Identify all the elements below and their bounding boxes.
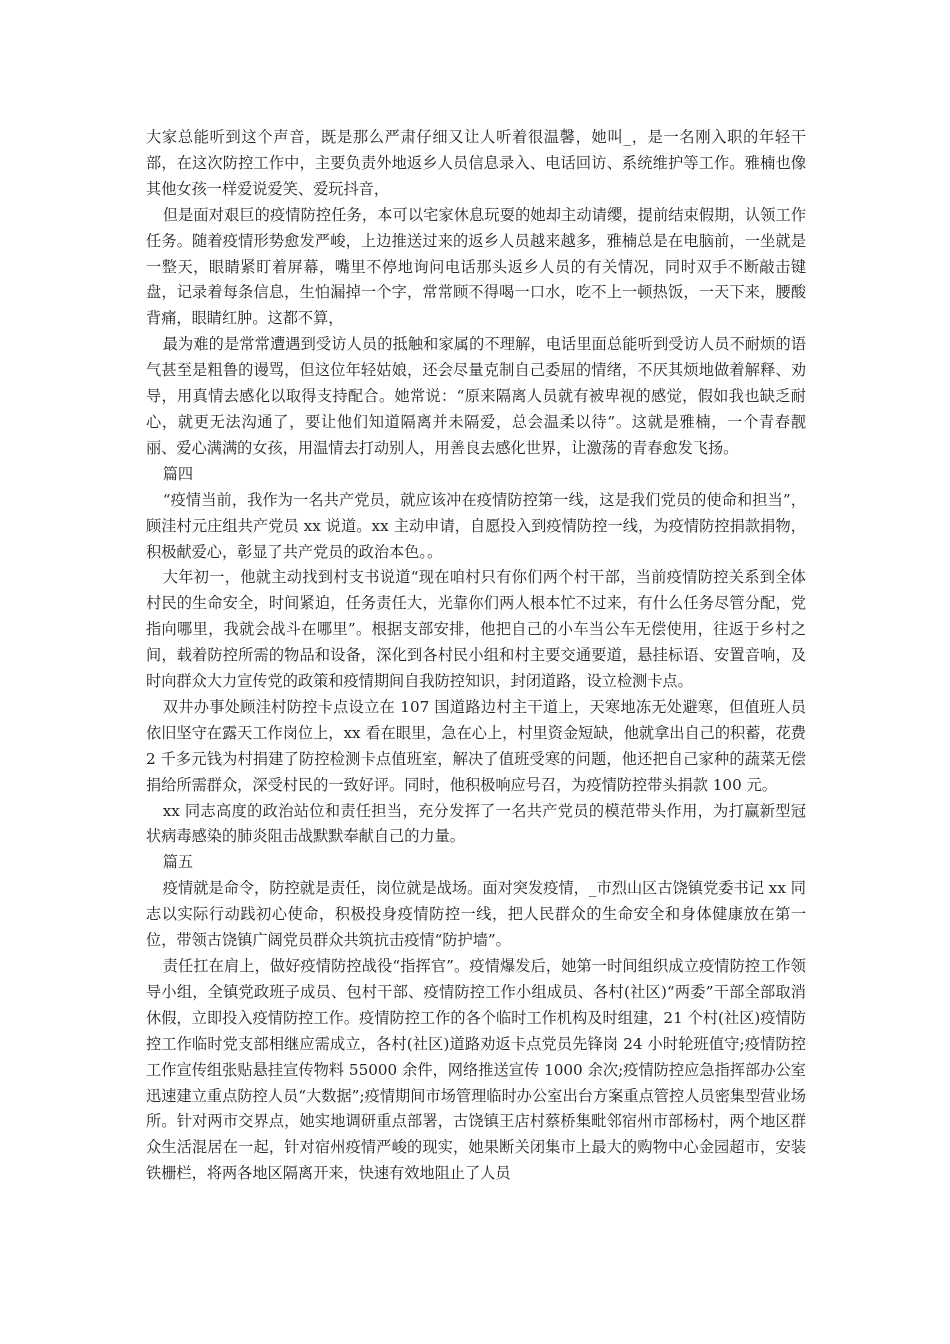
paragraph-6: 双井办事处顾洼村防控卡点设立在 107 国道路边村主干道上，天寒地冻无处避寒，但值班人员依旧坚守在露天工作岗位上，xx 看在眼里，急在心上，村里资金短缺，他就拿出自己的积蓄，花费 2 千多元钱为村捐建了防控检测卡点值班室，解决了值班受寒的问题，他还把自己家种的蔬菜无偿捐给所需群众，深受村民的一致好评。同时，他积极响应号召，为疫情防控带头捐款 100 元。 (146, 697, 806, 794)
paragraph-4: “疫情当前，我作为一名共产党员，就应该冲在疫情防控第一线，这是我们党员的使命和担当”，顾洼村元庄组共产党员 xx 说道。xx 主动申请，自愿投入到疫情防控一线，为疫情防控捐款捐物，积极献爱心，彰显了共产党员的政治本色。。 (146, 490, 806, 561)
paragraph-7: xx 同志高度的政治站位和责任担当，充分发挥了一名共产党员的模范带头作用，为打赢新型冠状病毒感染的肺炎阻击战默默奉献自己的力量。 (146, 801, 806, 846)
section-heading-4: 篇四 (162, 464, 194, 483)
section-heading-5: 篇五 (162, 853, 194, 872)
paragraph-5: 大年初一，他就主动找到村支书说道“现在咱村只有你们两个村干部，当前疫情防控关系到全体村民的生命安全，时间紧迫，任务责任大，光靠你们两人根本忙不过来，有什么任务尽管分配，党指向哪里，我就会战斗在哪里”。根据支部安排，他把自己的小车当公车无偿使用，往返于乡村之间，载着防控所需的物品和设备，深化到各村民小组和村主要交通要道，悬挂标语、安置音响，及时向群众大力宣传党的政策和疫情期间自我防控知识，封闭道路，设立检测卡点。 (146, 568, 806, 691)
document-page (146, 125, 806, 1187)
paragraph-9: 责任扛在肩上，做好疫情防控战役“指挥官”。疫情爆发后，她第一时间组织成立疫情防控工作领导小组，全镇党政班子成员、包村干部、疫情防控工作小组成员、各村(社区)“两委”干部全部取消休假，立即投入疫情防控工作。疫情防控工作的各个临时工作机构及时组建，21 个村(社区)疫情防控工作临时党支部相继应需成立，各村(社区)道路劝返卡点党员先锋岗 24 小时轮班值守;疫情防控工作宣传组张贴悬挂宣传物料 55000 余件，网络推送宣传 1000 余次;疫情防控应急指挥部办公室迅速建立重点防控人员“大数据”;疫情期间市场管理临时办公室出台方案重点管控人员密集型营业场所。针对两市交界点，她实地调研重点部署，古饶镇王店村蔡桥集毗邻宿州市部杨村，两个地区群众生活混居在一起，针对宿州疫情严峻的现实，她果断关闭集市上最大的购物中心金园超市，安装铁栅栏，将两各地区隔离开来，快速有效地阻止了人员 (146, 957, 806, 1183)
paragraph-1: 大家总能听到这个声音，既是那么严肃仔细又让人听着很温馨，她叫_，是一名刚入职的年轻干部，在这次防控工作中，主要负责外地返乡人员信息录入、电话回访、系统维护等工作。雅楠也像其他女孩一样爱说爱笑、爱玩抖音， (146, 128, 806, 198)
paragraph-8: 疫情就是命令，防控就是责任，岗位就是战场。面对突发疫情，_市烈山区古饶镇党委书记 xx 同志以实际行动践初心使命，积极投身疫情防控一线，把人民群众的生命安全和身体健康放在第一位，带领古饶镇广阔党员群众共筑抗击疫情“防护墙”。 (146, 879, 806, 950)
paragraph-2: 但是面对艰巨的疫情防控任务，本可以宅家休息玩耍的她却主动请缨，提前结束假期，认领工作任务。随着疫情形势愈发严峻，上边推送过来的返乡人员越来越多，雅楠总是在电脑前，一坐就是一整天，眼睛紧盯着屏幕，嘴里不停地询问电话那头返乡人员的有关情况，同时双手不断敲击键盘，记录着每条信息，生怕漏掉一个字，常常顾不得喝一口水，吃不上一顿热饭，一天下来，腰酸背痛，眼睛红肿。这都不算， (146, 205, 806, 328)
paragraph-3: 最为难的是常常遭遇到受访人员的抵触和家属的不理解，电话里面总能听到受访人员不耐烦的语气甚至是粗鲁的谩骂，但这位年轻姑娘，还会尽量克制自己委屈的情绪，不厌其烦地做着解释、劝导，用真情去感化以取得支持配合。她常说：“原来隔离人员就有被卑视的感觉，假如我也缺乏耐心，就更无法沟通了，要让他们知道隔离并未隔爱，总会温柔以待”。这就是雅楠，一个青春靓丽、爱心满满的女孩，用温情去打动别人，用善良去感化世界，让激荡的青春愈发飞扬。 (146, 335, 806, 457)
